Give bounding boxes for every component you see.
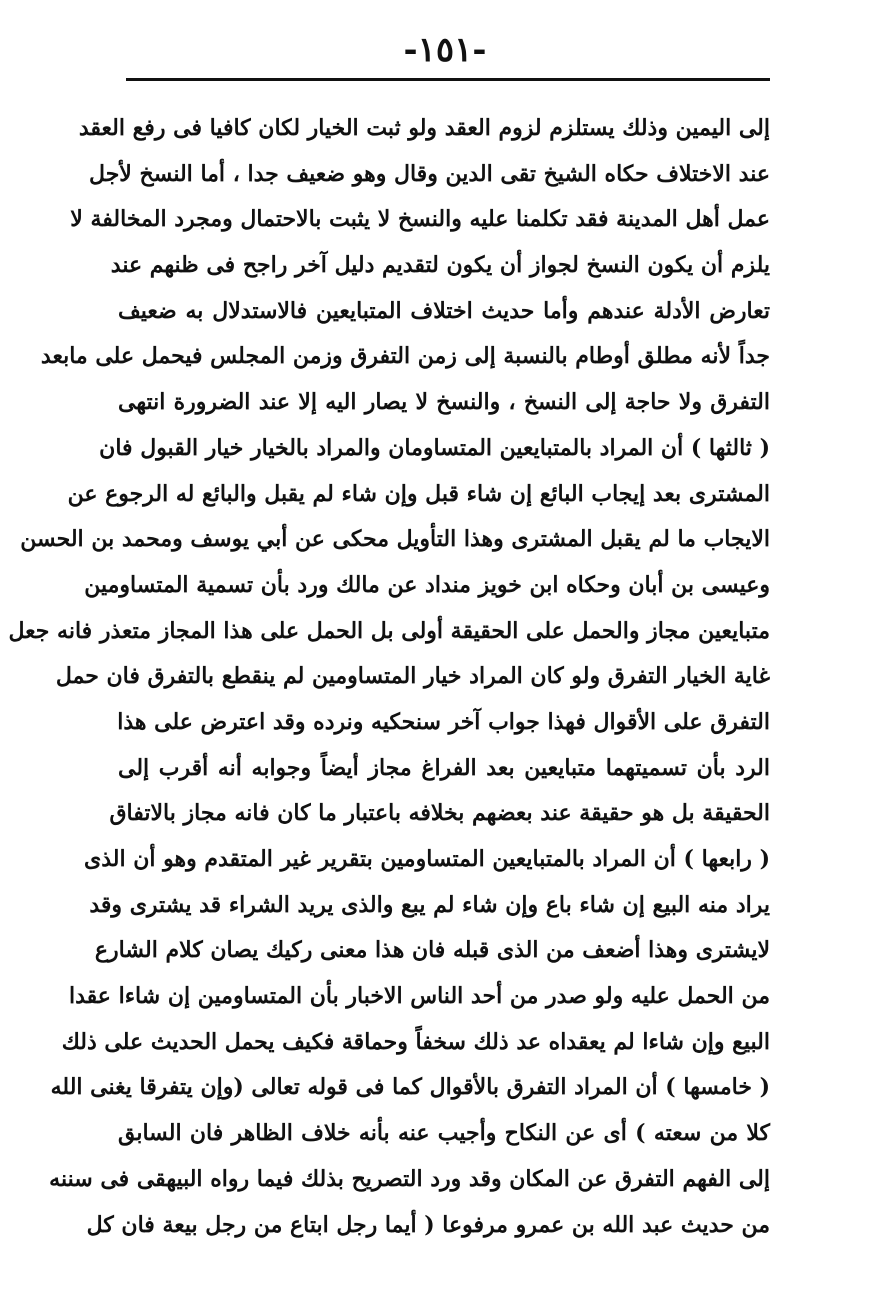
text-line: الحقيقة بل هو حقيقة عند بعضهم بخلافه باعتبار ما كان فانه مجاز بالاتفاق <box>109 800 770 827</box>
text-line: إلى اليمين وذلك يستلزم لزوم العقد ولو ثبت الخيار لكان كافيا فى رفع العقد <box>78 115 770 141</box>
text-line: ( ثالثها ) أن المراد بالمتبايعين المتساومان والمراد بالخيار خيار القبول فان <box>99 434 770 461</box>
text-line: التفرق على الأقوال فهذا جواب آخر سنحكيه ونرده وقد اعترض على هذا <box>117 708 770 735</box>
text-line: عمل أهل المدينة فقد تكلمنا عليه والنسخ لا يثبت بالاحتمال ومجرد المخالفة لا <box>70 206 770 233</box>
text-line: جداً لأنه مطلق أوطام بالنسبة إلى زمن التفرق وزمن المجلس فيحمل على مابعد <box>40 343 770 370</box>
text-line: يراد منه البيع إن شاء باع وإن شاء لم يبع والذى يريد الشراء قد يشترى وقد <box>89 891 770 918</box>
page-number: -١٥١- <box>403 30 487 70</box>
text-line: غاية الخيار التفرق ولو كان المراد خيار المتساومين لم ينقطع بالتفرق فان حمل <box>55 663 770 690</box>
text-line: إلى الفهم التفرق عن المكان وقد ورد التصريح بذلك فيما رواه البيهقى فى سننه <box>49 1165 770 1192</box>
text-line: الايجاب ما لم يقبل المشترى وهذا التأويل محكى عن أبي يوسف ومحمد بن الحسن <box>20 526 770 553</box>
text-line: متبايعين مجاز والحمل على الحقيقة أولى بل الحمل على هذا المجاز متعذر فانه جعل <box>8 617 770 644</box>
text-line: التفرق ولا حاجة إلى النسخ ، والنسخ لا يصار اليه إلا عند الضرورة انتهى <box>118 389 770 416</box>
text-line: عند الاختلاف حكاه الشيخ تقى الدين وقال وهو ضعيف جدا ، أما النسخ لأجل <box>89 160 770 187</box>
text-line: من حديث عبد الله بن عمرو مرفوعا ( أيما رجل ابتاع من رجل بيعة فان كل <box>86 1211 770 1238</box>
text-line: يلزم أن يكون النسخ لجواز أن يكون لتقديم دليل آخر راجح فى ظنهم عند <box>110 252 770 279</box>
text-line: ( خامسها ) أن المراد التفرق بالأقوال كما فى قوله تعالى (وإن يتفرقا يغنى الله <box>50 1074 770 1101</box>
text-line: كلا من سعته ) أى عن النكاح وأجيب عنه بأنه خلاف الظاهر فان السابق <box>118 1120 771 1147</box>
text-line: وعيسى بن أبان وحكاه ابن خويز منداد عن مالك ورد بأن تسمية المتساومين <box>84 571 770 598</box>
text-line: ( رابعها ) أن المراد بالمتبايعين المتساومين بتقرير غير المتقدم وهو أن الذى <box>83 846 770 872</box>
header-rule <box>126 78 770 81</box>
text-line: البيع وإن شاءا لم يعقداه عد ذلك سخفاً وحماقة فكيف يحمل الحديث على ذلك <box>61 1028 770 1055</box>
text-line: تعارض الأدلة عندهم وأما حديث اختلاف المتبايعين فالاستدلال به ضعيف <box>118 297 770 324</box>
text-line: من الحمل عليه ولو صدر من أحد الناس الاخبار بأن المتساومين إن شاءا عقدا <box>69 983 770 1010</box>
text-line: المشترى بعد إيجاب البائع إن شاء قبل وإن شاء لم يقبل والبائع له الرجوع عن <box>67 480 770 507</box>
text-line: الرد بأن تسميتهما متبايعين بعد الفراغ مجاز أيضاً وجوابه أنه أقرب إلى <box>118 754 770 781</box>
text-line: لايشترى وهذا أضعف من الذى قبله فان هذا معنى ركيك يصان كلام الشارع <box>94 937 770 964</box>
body-text <box>8 106 771 1248</box>
